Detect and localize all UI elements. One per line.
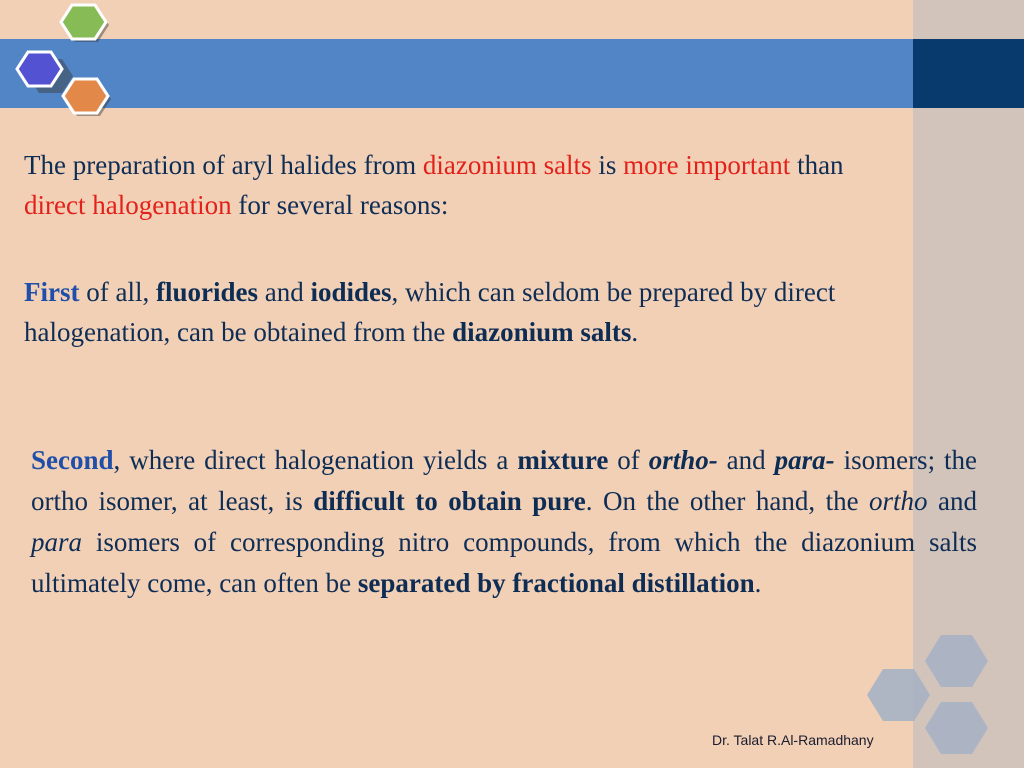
second-text-6: and xyxy=(927,486,978,516)
second-text-3: and xyxy=(717,445,775,475)
intro-text-1: The preparation of aryl halides from xyxy=(24,150,423,180)
second-text-4: isomers; the ortho isomer, at least, is xyxy=(31,445,978,516)
intro-paragraph xyxy=(24,145,904,225)
hexagon-logo-icon xyxy=(0,0,130,130)
first-bold-iodides: iodides xyxy=(310,277,392,307)
second-italic-ortho: ortho xyxy=(869,486,928,516)
second-bold-mixture: mixture xyxy=(517,445,609,475)
second-bold-italic-para: para- xyxy=(774,445,835,475)
intro-highlight-more-important: more important xyxy=(623,150,791,180)
first-bold-fluorides: fluorides xyxy=(155,277,258,307)
second-lead-word: Second xyxy=(31,445,114,475)
intro-text-3: than xyxy=(790,150,844,180)
second-text-2: of xyxy=(608,445,649,475)
first-reason-paragraph xyxy=(24,272,969,352)
first-lead-word: First xyxy=(24,277,80,307)
second-text-8: . xyxy=(754,568,762,598)
title-bar-accent xyxy=(913,39,1024,108)
second-italic-para: para xyxy=(31,527,83,557)
second-bold-difficult: difficult to obtain pure xyxy=(313,486,586,516)
blue-hexagon xyxy=(17,52,62,86)
first-text-3: , which can seldom be prepared by direct halogenation, can be obtained from the xyxy=(24,277,836,347)
title-bar xyxy=(0,39,913,108)
intro-highlight-direct-halogenation: direct halogenation xyxy=(24,190,232,220)
second-bold-separated: separated by fractional distillation xyxy=(357,568,755,598)
decorative-hexagons-icon xyxy=(855,625,1000,765)
second-bold-italic-ortho: ortho- xyxy=(648,445,718,475)
green-hexagon xyxy=(61,5,106,39)
intro-text-2: is xyxy=(591,150,624,180)
orange-hexagon xyxy=(63,79,108,113)
second-reason-paragraph xyxy=(31,440,977,604)
intro-highlight-diazonium: diazonium salts xyxy=(422,150,592,180)
first-bold-diazonium: diazonium salts xyxy=(452,317,632,347)
first-text-1: of all, xyxy=(79,277,156,307)
author-footer: Dr. Talat R.Al-Ramadhany xyxy=(712,732,874,748)
second-text-1: , where direct halogenation yields a xyxy=(113,445,518,475)
second-text-5: . On the other hand, the xyxy=(585,486,870,516)
second-text-7: isomers of corresponding nitro compounds, from which the diazonium salts ultimately come, can often be xyxy=(31,527,977,598)
first-text-4: . xyxy=(631,317,639,347)
first-text-2: and xyxy=(257,277,311,307)
intro-text-4: for several reasons: xyxy=(231,190,449,220)
